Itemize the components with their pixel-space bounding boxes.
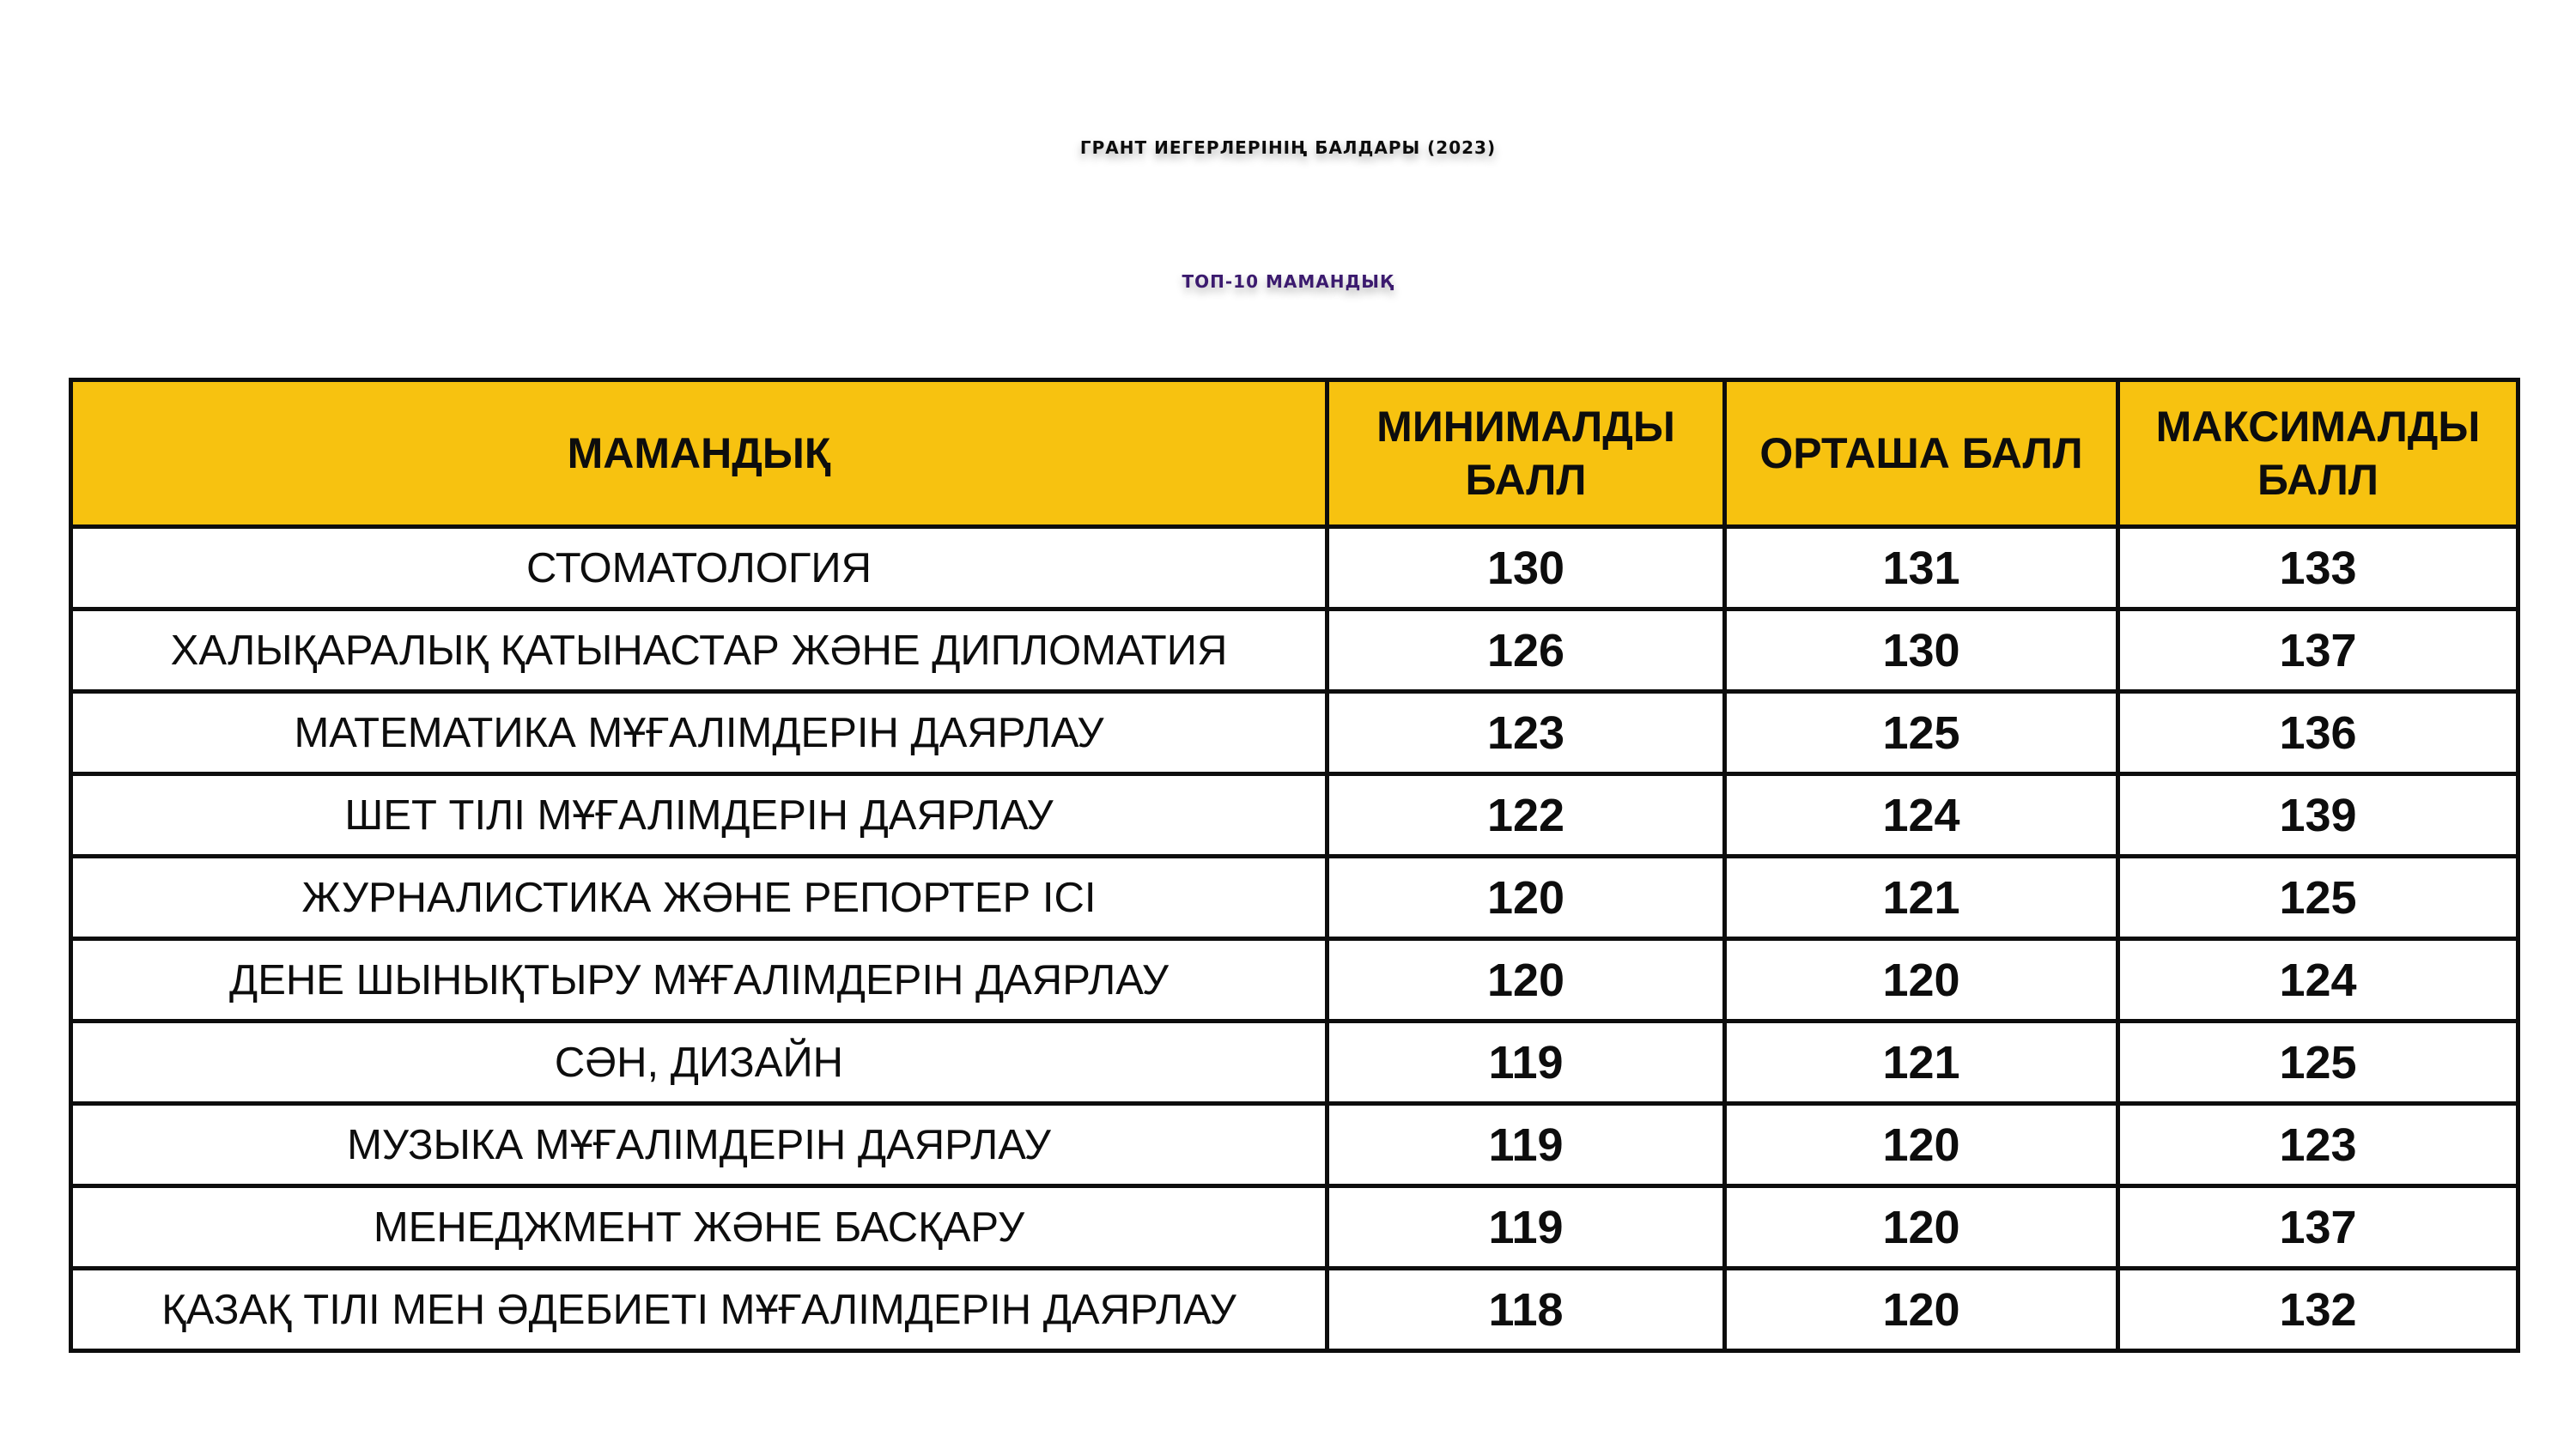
cell-specialty: ҚАЗАҚ ТІЛІ МЕН ӘДЕБИЕТІ МҰҒАЛІМДЕРІН ДАЯРЛАУ [71, 1269, 1327, 1351]
cell-min-score: 130 [1327, 527, 1725, 609]
cell-min-score: 118 [1327, 1269, 1725, 1351]
page-subtitle: ТОП-10 МАМАНДЫҚ [1182, 271, 1394, 292]
cell-specialty: МУЗЫКА МҰҒАЛІМДЕРІН ДАЯРЛАУ [71, 1104, 1327, 1186]
cell-max-score: 137 [2118, 609, 2518, 692]
cell-specialty: СӘН, ДИЗАЙН [71, 1022, 1327, 1104]
table-row [71, 774, 2518, 857]
cell-max-score: 137 [2118, 1186, 2518, 1269]
table-header [71, 380, 2518, 527]
cell-avg-score: 121 [1725, 857, 2118, 939]
cell-avg-score: 131 [1725, 527, 2118, 609]
cell-min-score: 119 [1327, 1104, 1725, 1186]
cell-specialty: ШЕТ ТІЛІ МҰҒАЛІМДЕРІН ДАЯРЛАУ [71, 774, 1327, 857]
cell-max-score: 133 [2118, 527, 2518, 609]
cell-avg-score: 130 [1725, 609, 2118, 692]
cell-specialty: МЕНЕДЖМЕНТ ЖӘНЕ БАСҚАРУ [71, 1186, 1327, 1269]
cell-avg-score: 120 [1725, 939, 2118, 1022]
cell-min-score: 126 [1327, 609, 1725, 692]
cell-min-score: 122 [1327, 774, 1725, 857]
cell-specialty: ХАЛЫҚАРАЛЫҚ ҚАТЫНАСТАР ЖӘНЕ ДИПЛОМАТИЯ [71, 609, 1327, 692]
cell-max-score: 139 [2118, 774, 2518, 857]
scores-table [69, 378, 2520, 1353]
table-row [71, 1022, 2518, 1104]
cell-max-score: 125 [2118, 1022, 2518, 1104]
cell-specialty: ЖУРНАЛИСТИКА ЖӘНЕ РЕПОРТЕР ІСІ [71, 857, 1327, 939]
header-min-score: МИНИМАЛДЫ БАЛЛ [1327, 380, 1725, 527]
page-title: ГРАНТ ИЕГЕРЛЕРІНІҢ БАЛДАРЫ (2023) [1079, 137, 1497, 158]
cell-avg-score: 124 [1725, 774, 2118, 857]
cell-min-score: 123 [1327, 692, 1725, 774]
cell-avg-score: 120 [1725, 1186, 2118, 1269]
cell-max-score: 124 [2118, 939, 2518, 1022]
cell-avg-score: 120 [1725, 1269, 2118, 1351]
header-max-score: МАКСИМАЛДЫ БАЛЛ [2118, 380, 2518, 527]
table-body [71, 527, 2518, 1351]
cell-min-score: 120 [1327, 939, 1725, 1022]
header-specialty: МАМАНДЫҚ [71, 380, 1327, 527]
cell-avg-score: 125 [1725, 692, 2118, 774]
table-row [71, 527, 2518, 609]
cell-max-score: 136 [2118, 692, 2518, 774]
cell-specialty: ДЕНЕ ШЫНЫҚТЫРУ МҰҒАЛІМДЕРІН ДАЯРЛАУ [71, 939, 1327, 1022]
table-row [71, 857, 2518, 939]
cell-min-score: 119 [1327, 1186, 1725, 1269]
cell-max-score: 123 [2118, 1104, 2518, 1186]
cell-min-score: 119 [1327, 1022, 1725, 1104]
table-row [71, 1104, 2518, 1186]
table-row [71, 609, 2518, 692]
cell-avg-score: 120 [1725, 1104, 2118, 1186]
cell-specialty: МАТЕМАТИКА МҰҒАЛІМДЕРІН ДАЯРЛАУ [71, 692, 1327, 774]
header-avg-score: ОРТАША БАЛЛ [1725, 380, 2118, 527]
header-row [71, 380, 2518, 527]
cell-specialty: СТОМАТОЛОГИЯ [71, 527, 1327, 609]
table-row [71, 1186, 2518, 1269]
table-row [71, 1269, 2518, 1351]
cell-max-score: 125 [2118, 857, 2518, 939]
cell-max-score: 132 [2118, 1269, 2518, 1351]
cell-avg-score: 121 [1725, 1022, 2118, 1104]
table-row [71, 939, 2518, 1022]
table-row [71, 692, 2518, 774]
cell-min-score: 120 [1327, 857, 1725, 939]
